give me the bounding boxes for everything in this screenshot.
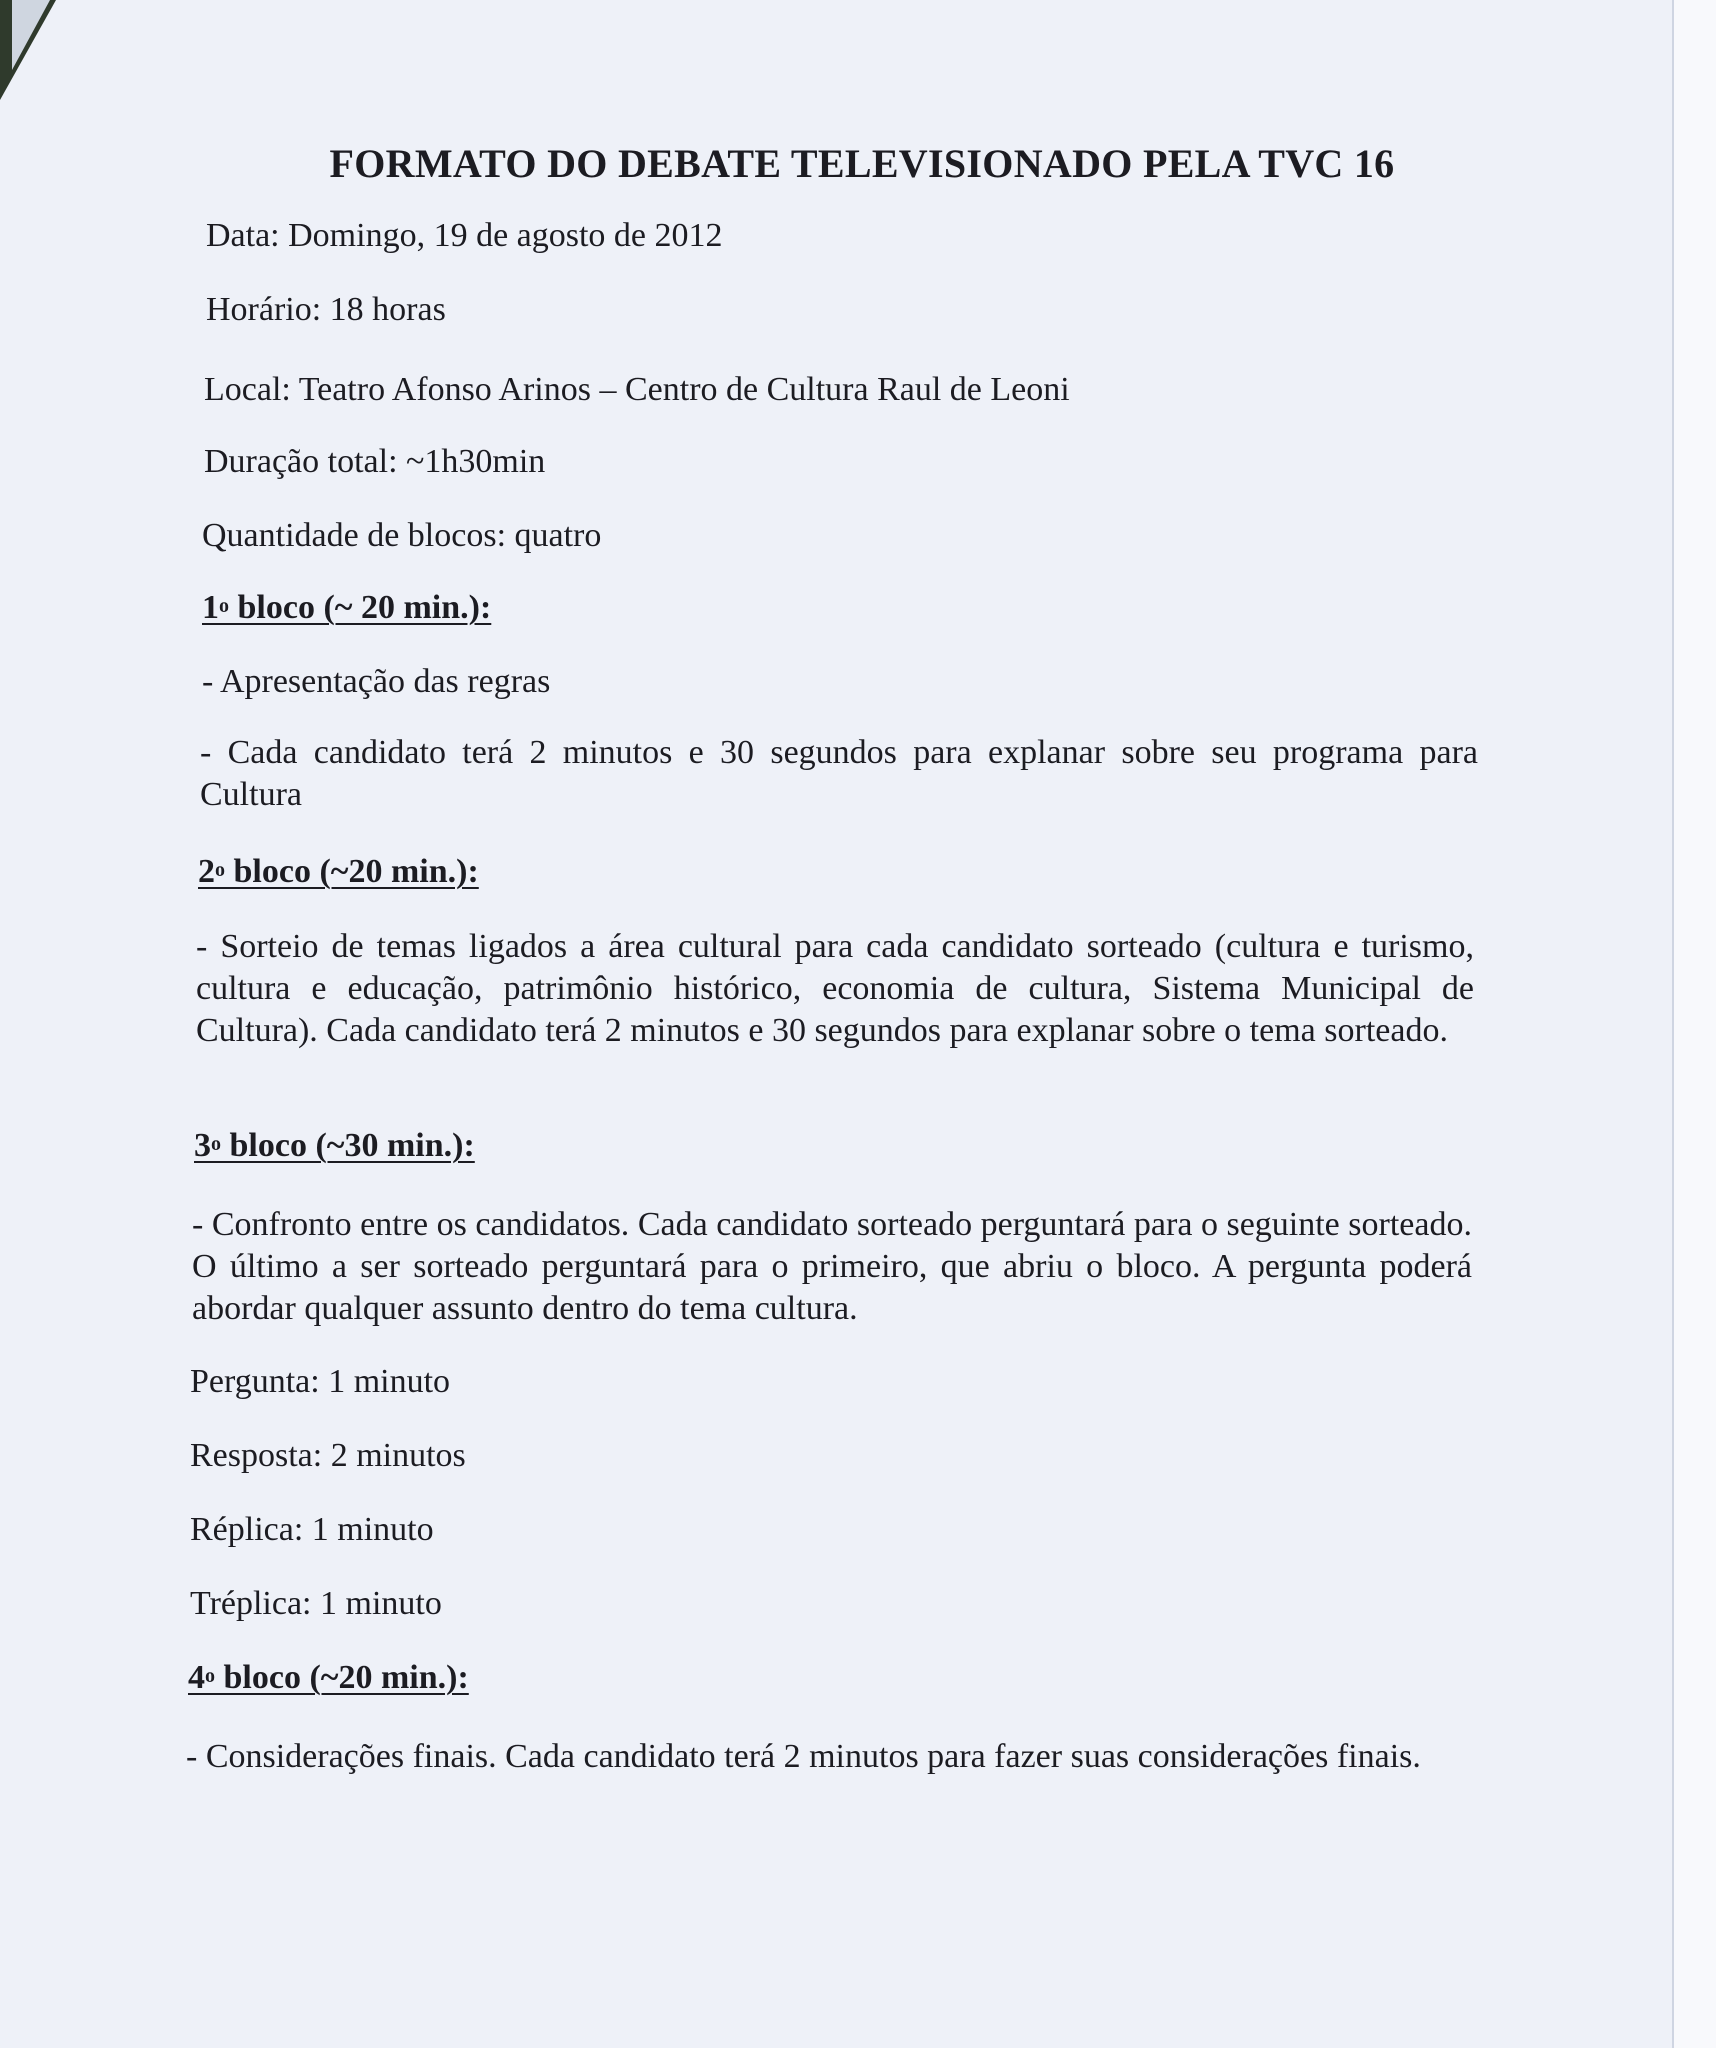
block-3-ordinal: o — [211, 1133, 221, 1155]
block-1-item-rules: - Apresentação das regras — [202, 663, 551, 700]
block-3-heading — [194, 1126, 475, 1166]
block-3-counter-rebuttal-time: Tréplica: 1 minuto — [190, 1585, 442, 1622]
block-1-heading — [202, 588, 491, 628]
document-title: FORMATO DO DEBATE TELEVISIONADO PELA TVC 16 — [329, 141, 1395, 186]
block-3-question-time: Pergunta: 1 minuto — [190, 1363, 451, 1400]
info-block-count: Quantidade de blocos: quatro — [202, 517, 602, 554]
block-4-item-final-remarks: - Considerações finais. Cada candidato terá 2 minutos para fazer suas considerações finais. — [186, 1738, 1421, 1775]
block-4-ordinal: o — [205, 1665, 215, 1687]
block-1-ordinal: o — [219, 595, 229, 617]
block-3-number: 3 — [194, 1127, 211, 1164]
block-4-number: 4 — [188, 1659, 205, 1696]
block-2-number: 2 — [198, 853, 215, 890]
block-1-heading-text: bloco (~ 20 min.): — [229, 589, 492, 626]
block-3-item-confrontation: - Confronto entre os candidatos. Cada candidato sorteado perguntará para o seguinte sorteado. O último a ser sorteado perguntará para o primeiro, que abriu o bloco. A pergunta poderá abordar qualquer assunto dentro do tema cultura. — [192, 1206, 1472, 1327]
block-1-item-program: - Cada candidato terá 2 minutos e 30 segundos para explanar sobre seu programa para Cultura — [200, 734, 1478, 813]
folded-corner-highlight — [12, 0, 50, 70]
block-4-heading — [188, 1658, 469, 1698]
block-4-heading-text: bloco (~20 min.): — [215, 1659, 469, 1696]
block-3-answer-time: Resposta: 2 minutos — [190, 1437, 466, 1474]
block-2-ordinal: o — [215, 859, 225, 881]
info-date: Data: Domingo, 19 de agosto de 2012 — [206, 217, 723, 254]
block-3-rebuttal-time: Réplica: 1 minuto — [190, 1511, 434, 1548]
info-location: Local: Teatro Afonso Arinos – Centro de Cultura Raul de Leoni — [204, 371, 1070, 408]
block-2-heading — [198, 852, 479, 892]
info-time: Horário: 18 horas — [206, 291, 446, 328]
block-3-heading-text: bloco (~30 min.): — [221, 1127, 475, 1164]
block-2-heading-text: bloco (~20 min.): — [225, 853, 479, 890]
info-duration: Duração total: ~1h30min — [204, 443, 546, 480]
page-edge — [1672, 0, 1716, 2048]
block-2-item-themes: - Sorteio de temas ligados a área cultural para cada candidato sorteado (cultura e turismo, cultura e educação, patrimônio histórico, economia de cultura, Sistema Municipal de Cultura). Cada candidato terá 2 minutos e 30 segundos para explanar sobre o tema sorteado. — [196, 928, 1474, 1049]
block-1-number: 1 — [202, 589, 219, 626]
